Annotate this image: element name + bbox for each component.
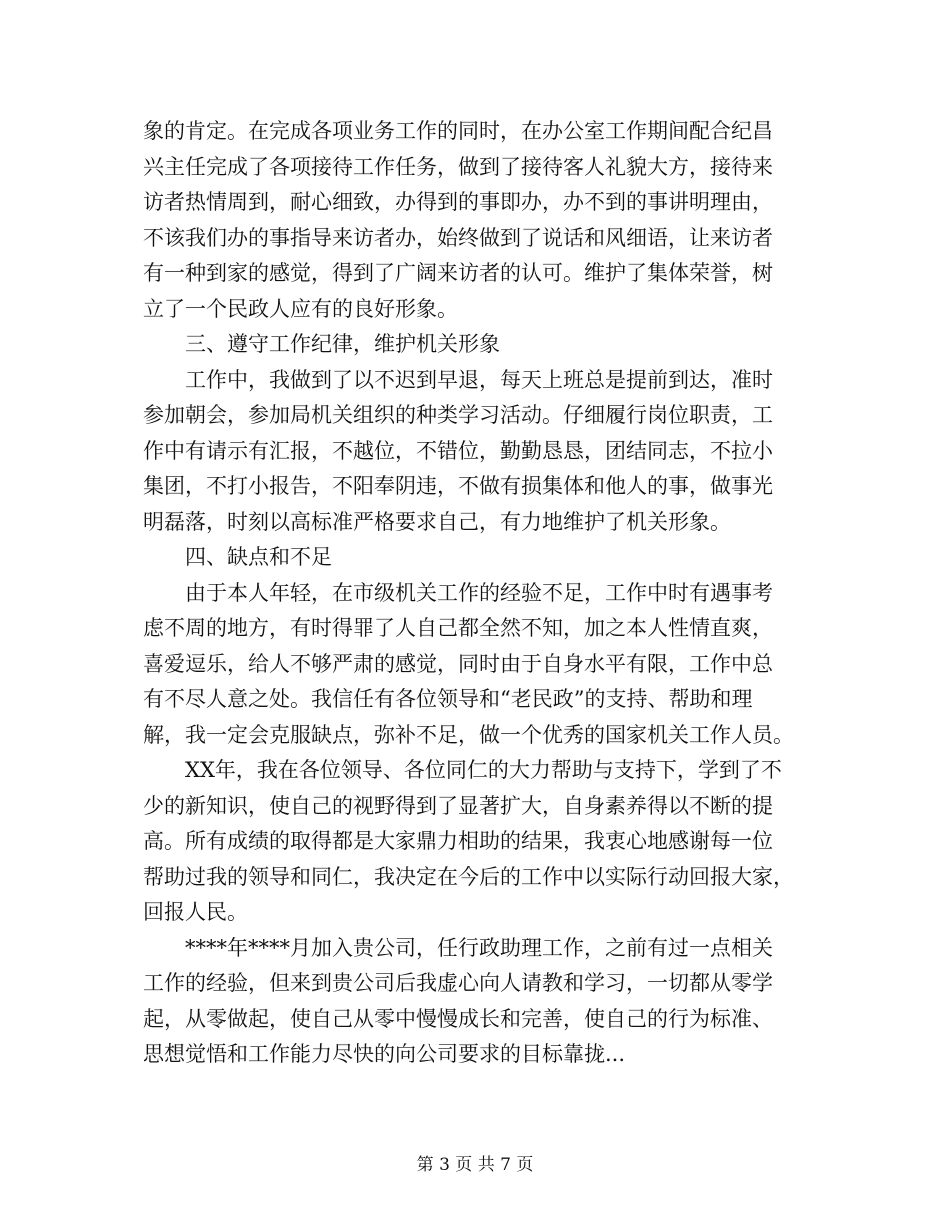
text-line: 起，从零做起，使自己从零中慢慢成长和完善，使自己的行为标准、 [143, 1006, 773, 1031]
text-line: 作中有请示有汇报，不越位，不错位，勤勤恳恳，团结同志，不拉小 [143, 438, 773, 463]
text-line: 参加朝会，参加局机关组织的种类学习活动。仔细履行岗位职责，工 [143, 403, 773, 427]
text-line: ****年****月加入贵公司，任行政助理工作，之前有过一点相关 [143, 935, 773, 960]
text-line: 回报人民。 [143, 900, 248, 924]
text-line: 象的肯定。在完成各项业务工作的同时，在办公室工作期间配合纪昌 [143, 119, 773, 143]
text-line: 少的新知识，使自己的视野得到了显著扩大，自身素养得以不断的提 [143, 793, 773, 818]
text-line: 高。所有成绩的取得都是大家鼎力相助的结果，我衷心地感谢每一位 [143, 829, 773, 853]
text-line: 有不尽人意之处。我信任有各位领导和“老民政”的支持、帮助和理 [143, 687, 753, 711]
text-line: 明磊落，时刻以高标准严格要求自己，有力地维护了机关形象。 [143, 509, 731, 534]
text-line: XX年，我在各位领导、各位同仁的大力帮助与支持下，学到了不 [143, 758, 782, 782]
text-line: 帮助过我的领导和同仁，我决定在今后的工作中以实际行动回报大家， [143, 864, 794, 889]
text-line: 虑不周的地方，有时得罪了人自己都全然不知，加之本人性情直爽， [143, 616, 773, 640]
text-line: 访者热情周到，耐心细致，办得到的事即办，办不到的事讲明理由， [143, 190, 773, 214]
text-line: 解，我一定会克服缺点，弥补不足，做一个优秀的国家机关工作人员。 [143, 722, 794, 747]
text-line: 不该我们办的事指导来访者办，始终做到了说话和风细语，让来访者 [143, 225, 773, 250]
page-number: 第 3 页 共 7 页 [416, 1155, 534, 1175]
text-line: 工作的经验，但来到贵公司后我虚心向人请教和学习，一切都从零学 [143, 971, 773, 995]
text-line: 思想觉悟和工作能力尽快的向公司要求的目标靠拢... [143, 1042, 626, 1066]
text-line: 工作中，我做到了以不迟到早退，每天上班总是提前到达，准时 [143, 367, 773, 392]
section-heading: 四、缺点和不足 [143, 545, 332, 569]
text-line: 集团，不打小报告，不阳奉阴违，不做有损集体和他人的事，做事光 [143, 474, 773, 498]
text-line: 喜爱逗乐，给人不够严肃的感觉，同时由于自身水平有限，工作中总 [143, 651, 773, 676]
text-line: 兴主任完成了各项接待工作任务，做到了接待客人礼貌大方，接待来 [143, 154, 773, 179]
body-text [143, 114, 813, 1073]
text-line: 有一种到家的感觉，得到了广阔来访者的认可。维护了集体荣誉，树 [143, 261, 773, 285]
text-line: 由于本人年轻，在市级机关工作的经验不足，工作中时有遇事考 [143, 580, 773, 605]
section-heading: 三、遵守工作纪律，维护机关形象 [143, 332, 500, 356]
text-line: 立了一个民政人应有的良好形象。 [143, 296, 458, 321]
